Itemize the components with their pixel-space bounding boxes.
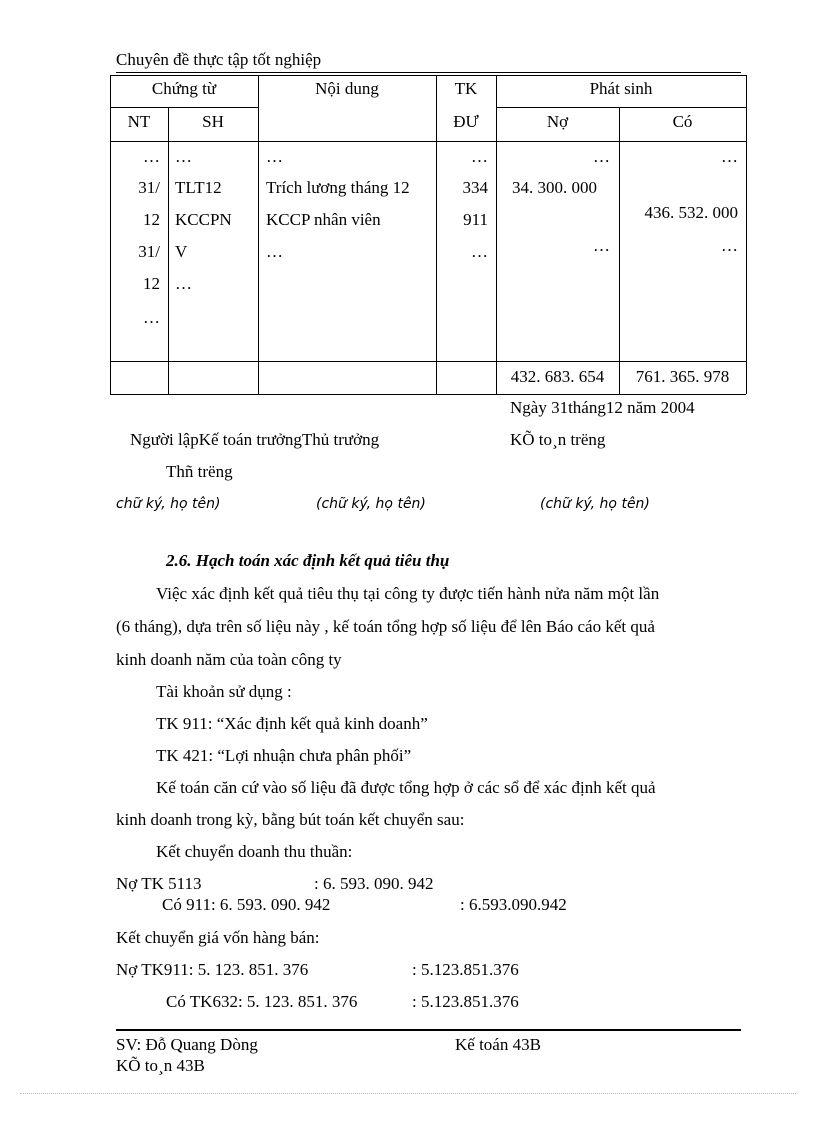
entry-no-5113-value: : 6. 593. 090. 942 bbox=[314, 874, 434, 893]
col-phat-sinh: Phát sinh bbox=[589, 79, 653, 98]
nt-cell: 12 bbox=[143, 210, 160, 229]
nt-cell: 12 bbox=[143, 274, 160, 293]
page-header-title: Chuyên đề thực tập tốt nghiệp bbox=[116, 50, 322, 69]
paragraph-line: kinh doanh trong kỳ, bằng bút toán kết chuyển sau: bbox=[116, 810, 465, 829]
signature-line-1: chữ ký, họ tên) bbox=[116, 496, 221, 512]
total-co: 761. 365. 978 bbox=[635, 367, 730, 386]
nt-cell: … bbox=[143, 308, 160, 327]
table-border-bottom bbox=[110, 394, 746, 395]
no-cell: … bbox=[593, 236, 610, 255]
entry-no-5113: Nợ TK 5113 bbox=[116, 874, 202, 893]
sh-cell: TLT12 bbox=[175, 178, 222, 197]
entry-co-632: Có TK632: 5. 123. 851. 376 bbox=[166, 992, 358, 1011]
col-co: Có bbox=[672, 112, 693, 131]
signature-line-2: (chữ ký, họ tên) bbox=[316, 496, 426, 512]
tk-du-cell: … bbox=[471, 242, 488, 261]
page-edge-dots bbox=[20, 1093, 796, 1094]
no-cell: … bbox=[593, 147, 610, 166]
col-no: Nợ bbox=[546, 112, 569, 131]
paragraph-line: Việc xác định kết quả tiêu thụ tại công ty được tiến hành nửa năm một lần bbox=[156, 584, 660, 603]
footer-class: Kế toán 43B bbox=[455, 1035, 541, 1054]
entry-no-911-value: : 5.123.851.376 bbox=[412, 960, 519, 979]
paragraph-line: Kế toán căn cứ vào số liệu đã được tổng hợp ở các sổ để xác định kết quả bbox=[156, 778, 656, 797]
sh-cell: KCCPN bbox=[175, 210, 232, 229]
signature-role-second: Thñ trëng bbox=[166, 462, 233, 481]
co-cell: … bbox=[721, 236, 738, 255]
accounts-label: Tài khoản sử dụng : bbox=[156, 682, 292, 701]
sh-cell: V bbox=[175, 242, 188, 261]
entry-co-911: Có 911: 6. 593. 090. 942 bbox=[162, 895, 331, 914]
noi-dung-cell: KCCP nhân viên bbox=[266, 210, 381, 229]
col-du: ĐƯ bbox=[453, 112, 479, 131]
signature-role-right: KÕ to¸n trëng bbox=[510, 430, 606, 449]
co-cell: … bbox=[721, 147, 738, 166]
footer-class-alt: KÕ to¸n 43B bbox=[116, 1056, 205, 1075]
noi-dung-cell: … bbox=[266, 242, 283, 261]
kc-gia-von-label: Kết chuyển giá vốn hàng bán: bbox=[116, 928, 320, 947]
signature-roles: Người lậpKế toán trưởngThủ trưởng bbox=[130, 430, 380, 449]
nt-cell: 31/ bbox=[138, 178, 160, 197]
entry-co-632-value: : 5.123.851.376 bbox=[412, 992, 519, 1011]
signature-line-3: (chữ ký, họ tên) bbox=[540, 496, 650, 512]
nt-cell: 31/ bbox=[138, 242, 160, 261]
sh-cell: … bbox=[175, 274, 192, 293]
nt-cell: … bbox=[143, 147, 160, 166]
col-sh: SH bbox=[202, 112, 224, 131]
col-nt: NT bbox=[127, 112, 151, 131]
co-cell: 436. 532. 000 bbox=[644, 203, 738, 222]
section-heading: 2.6. Hạch toán xác định kết quả tiêu thụ bbox=[166, 551, 450, 570]
signature-date: Ngày 31tháng12 năm 2004 bbox=[510, 398, 695, 417]
header-rule bbox=[116, 72, 741, 73]
entry-co-911-value: : 6.593.090.942 bbox=[460, 895, 567, 914]
col-noi-dung: Nội dung bbox=[315, 79, 379, 98]
col-tk: TK bbox=[454, 79, 478, 98]
tk-du-cell: 911 bbox=[463, 210, 488, 229]
table-border-top bbox=[110, 75, 746, 76]
footer-student: SV: Đỗ Quang Dòng bbox=[116, 1035, 258, 1054]
tk-du-cell: 334 bbox=[462, 178, 488, 197]
noi-dung-cell: Trích lương tháng 12 bbox=[266, 178, 410, 197]
footer-rule bbox=[116, 1029, 741, 1031]
entry-no-911: Nợ TK911: 5. 123. 851. 376 bbox=[116, 960, 309, 979]
sh-cell: … bbox=[175, 147, 192, 166]
no-cell: 34. 300. 000 bbox=[512, 178, 597, 197]
tk-du-cell: … bbox=[471, 147, 488, 166]
kc-doanh-thu-label: Kết chuyển doanh thu thuần: bbox=[156, 842, 353, 861]
col-chung-tu: Chứng từ bbox=[151, 79, 217, 98]
account-tk421: TK 421: “Lợi nhuận chưa phân phối” bbox=[156, 746, 412, 765]
noi-dung-cell: … bbox=[266, 147, 283, 166]
account-tk911: TK 911: “Xác định kết quả kinh doanh” bbox=[156, 714, 428, 733]
paragraph-line: (6 tháng), dựa trên số liệu này , kế toán tổng hợp số liệu để lên Báo cáo kết quả bbox=[116, 617, 655, 636]
paragraph-line: kinh doanh năm của toàn công ty bbox=[116, 650, 342, 669]
total-no: 432. 683. 654 bbox=[510, 367, 605, 386]
